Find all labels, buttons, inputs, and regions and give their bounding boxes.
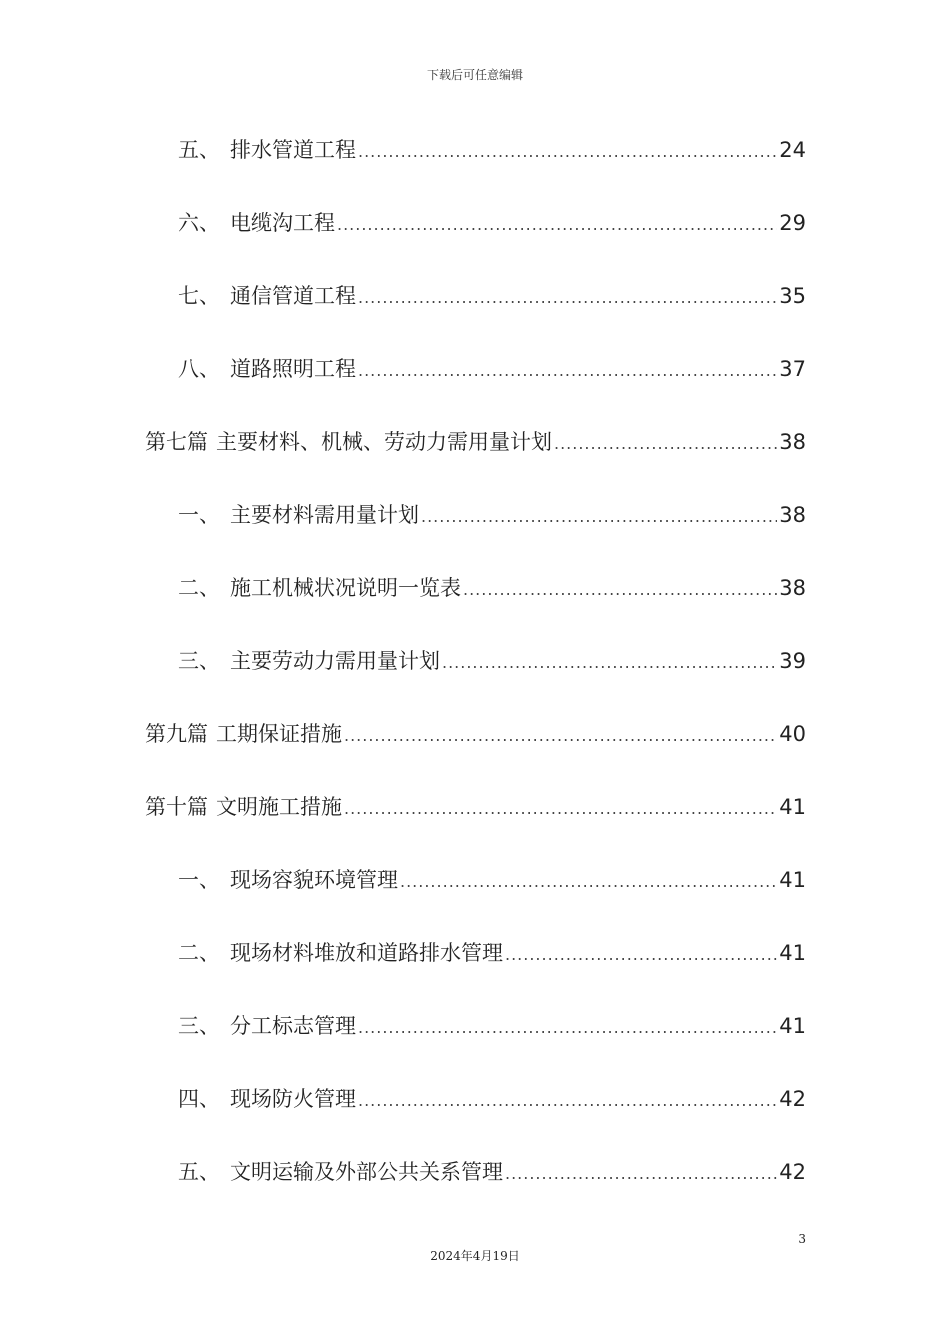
toc-dot-leader	[400, 864, 777, 900]
toc-entry-title: 现场防火管理	[230, 1087, 356, 1111]
toc-entry-page: 38	[779, 503, 806, 527]
toc-entry-number: 五、	[178, 1160, 220, 1184]
toc-entry-page: 24	[779, 138, 806, 162]
toc-entry-title: 通信管道工程	[230, 284, 356, 308]
toc-entry-number: 第十篇	[145, 795, 208, 819]
toc-entry-number: 三、	[178, 1014, 220, 1038]
toc-entry-page: 38	[779, 430, 806, 454]
toc-entry[interactable]	[145, 716, 806, 752]
toc-entry-page: 41	[779, 868, 806, 892]
toc-entry[interactable]	[178, 278, 806, 314]
toc-entry-page: 42	[779, 1160, 806, 1184]
toc-entry-title: 现场材料堆放和道路排水管理	[230, 941, 503, 965]
toc-entry-page: 38	[779, 576, 806, 600]
toc-entry-page: 41	[779, 1014, 806, 1038]
toc-entry[interactable]	[178, 935, 806, 971]
toc-dot-leader	[554, 426, 777, 462]
toc-entry[interactable]	[178, 1154, 806, 1190]
toc-entry[interactable]	[178, 643, 806, 679]
toc-entry-number: 四、	[178, 1087, 220, 1111]
toc-entry-number: 八、	[178, 357, 220, 381]
toc-dot-leader	[358, 353, 777, 389]
toc-entry-title: 排水管道工程	[230, 138, 356, 162]
toc-entry[interactable]	[178, 862, 806, 898]
toc-entry[interactable]	[178, 1081, 806, 1117]
toc-entry[interactable]	[178, 1008, 806, 1044]
toc-entry-number: 七、	[178, 284, 220, 308]
toc-entry-number: 二、	[178, 576, 220, 600]
toc-entry-title: 现场容貌环境管理	[230, 868, 398, 892]
toc-entry[interactable]	[178, 497, 806, 533]
toc-entry-title: 工期保证措施	[216, 722, 342, 746]
toc-entry-number: 第九篇	[145, 722, 208, 746]
toc-entry-title: 电缆沟工程	[230, 211, 335, 235]
toc-entry-number: 一、	[178, 503, 220, 527]
toc-entry-page: 40	[779, 722, 806, 746]
toc-entry-page: 35	[779, 284, 806, 308]
toc-entry-page: 29	[779, 211, 806, 235]
toc-dot-leader	[358, 1083, 777, 1119]
toc-entry-number: 第七篇	[145, 430, 208, 454]
toc-dot-leader	[442, 645, 777, 681]
toc-entry-page: 37	[779, 357, 806, 381]
toc-entry-number: 二、	[178, 941, 220, 965]
toc-entry-page: 39	[779, 649, 806, 673]
toc-dot-leader	[344, 791, 777, 827]
toc-entry-title: 主要劳动力需用量计划	[230, 649, 440, 673]
toc-entry-title: 文明施工措施	[216, 795, 342, 819]
toc-dot-leader	[463, 572, 777, 608]
toc-entry-page: 41	[779, 941, 806, 965]
toc-entry[interactable]	[178, 205, 806, 241]
toc-entry-number: 六、	[178, 211, 220, 235]
toc-dot-leader	[337, 207, 777, 243]
toc-entry-page: 42	[779, 1087, 806, 1111]
toc-entry-title: 道路照明工程	[230, 357, 356, 381]
header-note: 下载后可任意编辑	[426, 68, 523, 82]
toc-dot-leader	[421, 499, 777, 535]
toc-entry-title: 主要材料需用量计划	[230, 503, 419, 527]
toc-dot-leader	[505, 1156, 777, 1192]
toc-entry-title: 主要材料、机械、劳动力需用量计划	[216, 430, 552, 454]
toc-entry-number: 一、	[178, 868, 220, 892]
page-number: 3	[798, 1232, 806, 1246]
toc-entry-title: 文明运输及外部公共关系管理	[230, 1160, 503, 1184]
toc-dot-leader	[505, 937, 777, 973]
toc-dot-leader	[358, 280, 777, 316]
toc-entry[interactable]	[178, 570, 806, 606]
toc-entry-title: 施工机械状况说明一览表	[230, 576, 461, 600]
toc-entry[interactable]	[178, 132, 806, 168]
toc-entry[interactable]	[178, 351, 806, 387]
toc-entry[interactable]	[145, 424, 806, 460]
toc-dot-leader	[358, 1010, 777, 1046]
toc-entry-page: 41	[779, 795, 806, 819]
footer-date: 2024年4月19日	[430, 1249, 520, 1263]
toc-entry-number: 三、	[178, 649, 220, 673]
toc-entry[interactable]	[145, 789, 806, 825]
toc-entry-title: 分工标志管理	[230, 1014, 356, 1038]
toc-dot-leader	[358, 134, 777, 170]
toc-dot-leader	[344, 718, 777, 754]
toc-entry-number: 五、	[178, 138, 220, 162]
